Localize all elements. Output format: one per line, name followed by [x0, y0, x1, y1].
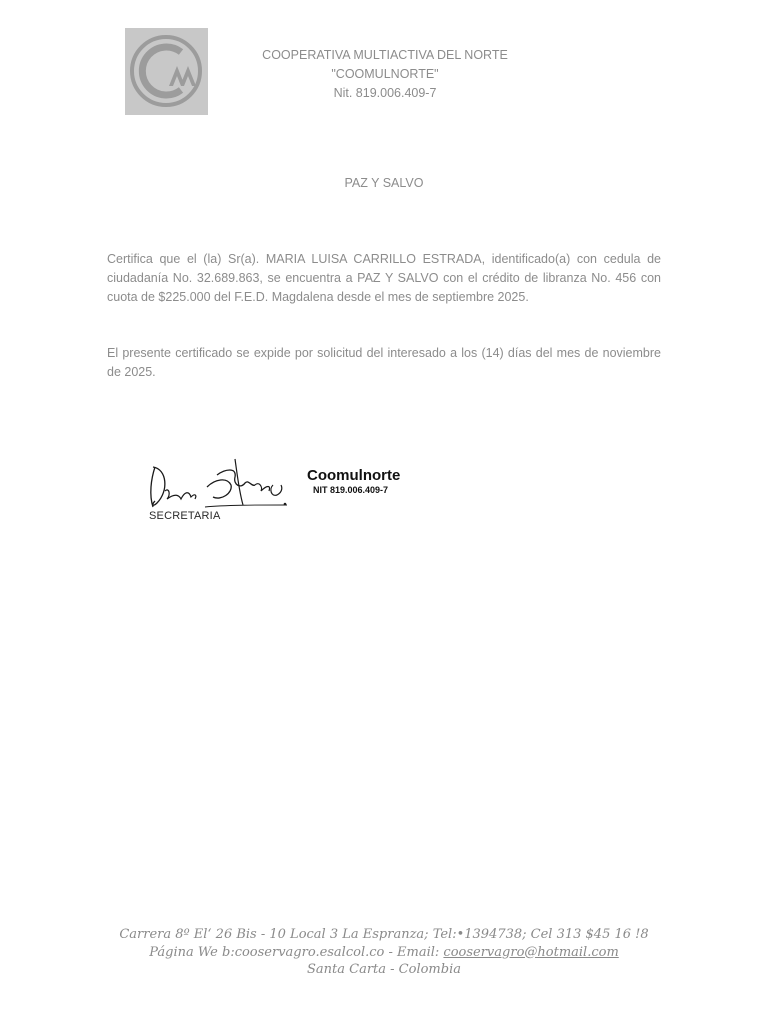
footer-contact-line: [0, 944, 768, 962]
cooperative-logo: [125, 28, 208, 115]
footer-address: Carrera 8º El‘ 26 Bis - 10 Local 3 La Espranza; Tel:•1394738; Cel 313 $45 16 !8: [119, 927, 649, 942]
document-title: PAZ Y SALVO: [344, 176, 424, 190]
footer-web: Página We b:cooservagro.esalcol.co - Email:: [149, 944, 440, 960]
footer-location: Santa Carta - Colombia: [307, 962, 461, 977]
certification-paragraph: Certifica que el (la) Sr(a). MARIA LUISA CARRILLO ESTRADA, identificado(a) con cedula de ciudadanía No. 32.689.863, se encuentra a PAZ Y SALVO con el crédito de libranza No. 456 con cuota de $225.000 del F.E.D. Magdalena desde el mes de septiembre 2025.: [107, 252, 661, 304]
organization-short-name: "COOMULNORTE": [331, 67, 439, 81]
footer-email-link[interactable]: cooservagro@hotmail.com: [443, 944, 619, 960]
signatory-role: SECRETARIA: [149, 510, 221, 522]
page-footer: [0, 926, 768, 979]
organization-name: COOPERATIVA MULTIACTIVA DEL NORTE: [262, 48, 508, 62]
organization-nit: Nit. 819.006.409-7: [333, 86, 437, 100]
handwritten-signature: [145, 455, 295, 515]
organization-header: [230, 46, 540, 103]
stamp-organization-name: Coomulnorte: [307, 467, 401, 484]
stamp-nit: NIT 819.006.409-7: [313, 485, 389, 495]
issuance-paragraph: El presente certificado se expide por solicitud del interesado a los (14) días del mes de noviembre de 2025.: [107, 346, 661, 379]
signature-block: [145, 455, 410, 530]
